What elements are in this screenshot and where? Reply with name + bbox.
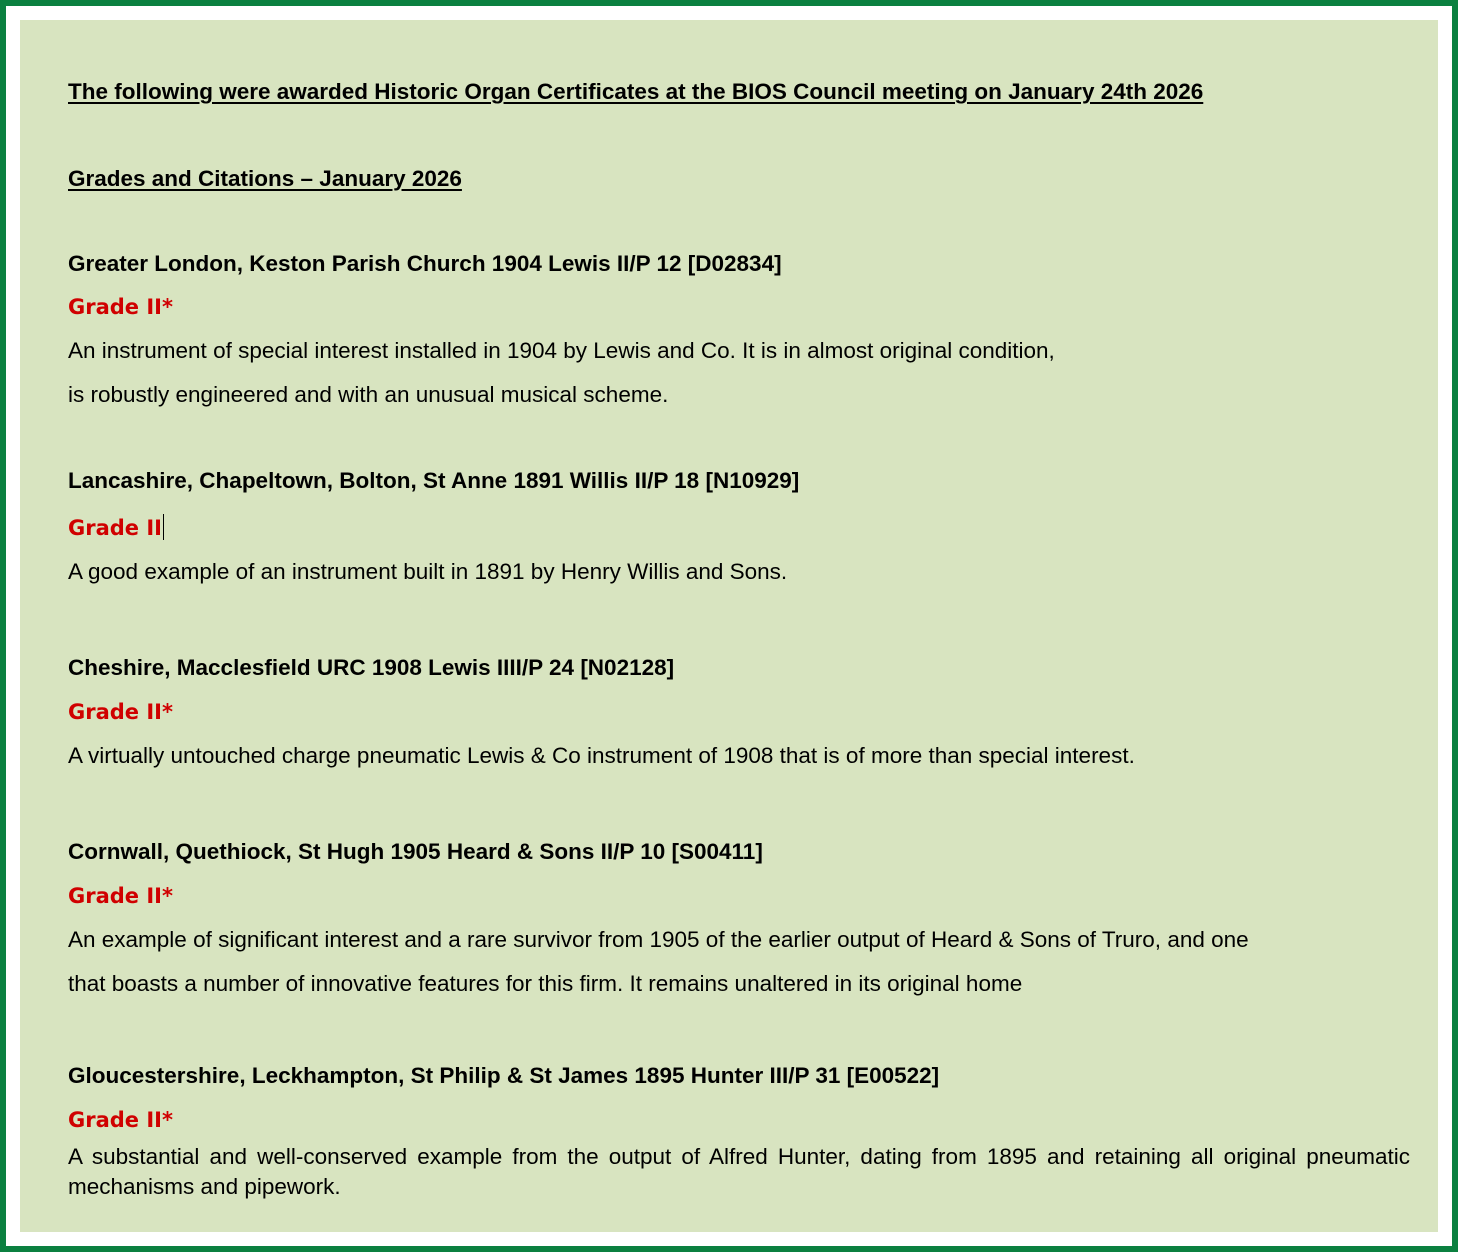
citation-line: is robustly engineered and with an unusual musical scheme.: [68, 382, 669, 408]
document-panel: [20, 20, 1438, 1232]
entry-grade: Grade II: [68, 516, 162, 541]
entry-citation: [68, 734, 1410, 778]
document-heading: The following were awarded Historic Organ Certificates at the BIOS Council meeting on January 24th 2026: [68, 79, 1204, 104]
citation-line: An instrument of special interest installed in 1904 by Lewis and Co. It is in almost original condition,: [68, 338, 1055, 364]
entry-title: Cornwall, Quethiock, St Hugh 1905 Heard & Sons II/P 10 [S00411]: [68, 839, 763, 865]
certificate-entry: [68, 252, 1410, 418]
text-cursor: [163, 514, 164, 540]
entry-grade: Grade II*: [68, 699, 173, 724]
citation-line: An example of significant interest and a rare survivor from 1905 of the earlier output of Heard & Sons of Truro, and one: [68, 926, 1249, 952]
entry-title: Gloucestershire, Leckhampton, St Philip & St James 1895 Hunter III/P 31 [E00522]: [68, 1062, 940, 1088]
entry-citation: A substantial and well-conserved example from the output of Alfred Hunter, dating from 1895 and retaining all original pneumatic mechanisms and pipework.: [68, 1143, 1410, 1199]
document-subheading: Grades and Citations – January 2026: [68, 165, 462, 191]
entry-title: Greater London, Keston Parish Church 1904 Lewis II/P 12 [D02834]: [68, 250, 782, 276]
document-content: [68, 60, 1410, 1202]
citation-line: A good example of an instrument built in 1891 by Henry Willis and Sons.: [68, 559, 788, 585]
certificate-entry: [68, 469, 1410, 594]
entry-grade: Grade II*: [68, 1107, 173, 1132]
entry-title: Cheshire, Macclesfield URC 1908 Lewis IIII/P 24 [N02128]: [68, 655, 675, 681]
entry-grade: Grade II*: [68, 295, 173, 320]
entry-citation: [68, 329, 1410, 417]
entry-title: Lancashire, Chapeltown, Bolton, St Anne 1891 Willis II/P 18 [N10929]: [68, 468, 800, 494]
citation-line: A virtually untouched charge pneumatic Lewis & Co instrument of 1908 that is of more than special interest.: [68, 743, 1135, 769]
certificate-entry: [68, 656, 1410, 778]
entry-grade: Grade II*: [68, 883, 173, 908]
citation-line: that boasts a number of innovative features for this firm. It remains unaltered in its original home: [68, 970, 1023, 996]
entry-citation: [68, 550, 1410, 594]
certificate-entry: [68, 1064, 1410, 1202]
entry-citation: [68, 918, 1410, 1006]
entry-grade-line: [68, 514, 1410, 540]
certificate-entry: [68, 840, 1410, 1006]
